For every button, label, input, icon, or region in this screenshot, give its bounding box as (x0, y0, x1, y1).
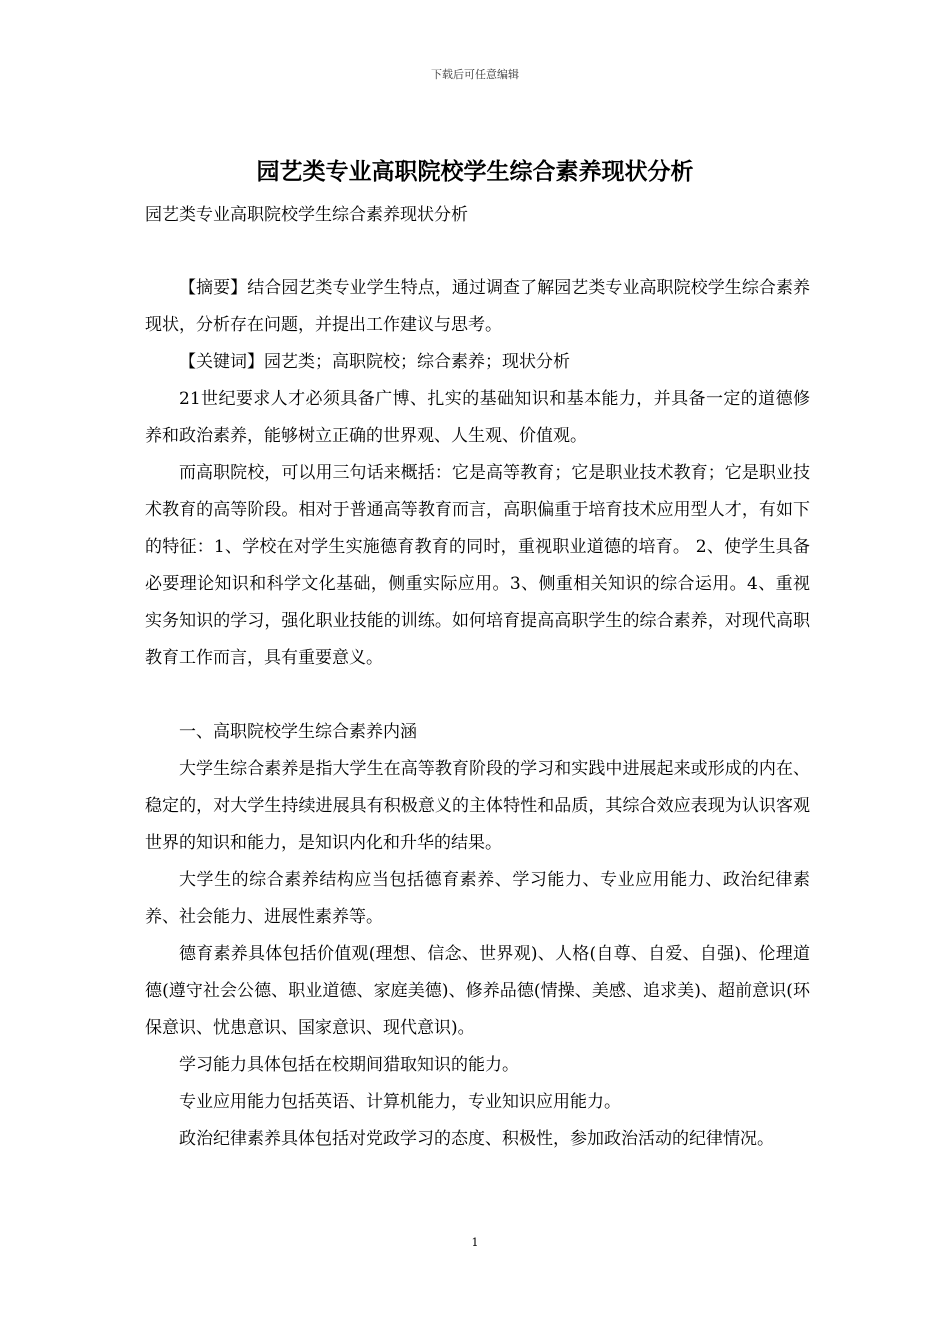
body-paragraph: 而高职院校，可以用三句话来概括：它是高等教育；它是职业技术教育；它是职业技术教育的高等阶段。相对于普通高等教育而言，高职偏重于培育技术应用型人才，有如下的特征：1、学校在对学生实施德育教育的同时，重视职业道德的培育。 2、使学生具备必要理论知识和科学文化基础，侧重实际应用。3、侧重相关知识的综合运用。4、重视实务知识的学习，强化职业技能的训练。如何培育提高高职学生的综合素养，对现代高职教育工作而言，具有重要意义。 (145, 463, 810, 668)
header-note: 下载后可任意编辑 (431, 68, 519, 81)
section-heading: 一、高职院校学生综合素养内涵 (179, 722, 417, 742)
body-paragraph: 德育素养具体包括价值观(理想、信念、世界观)、人格(自尊、自爱、自强)、伦理道德(遵守社会公德、职业道德、家庭美德)、修养品德(情操、美感、追求美)、超前意识(环保意识、忧患意识、国家意识、现代意识)。 (145, 944, 810, 1038)
document-body (145, 270, 810, 1158)
body-paragraph: 专业应用能力包括英语、计算机能力，专业知识应用能力。 (179, 1092, 621, 1112)
body-paragraph: 大学生综合素养是指大学生在高等教育阶段的学习和实践中进展起来或形成的内在、稳定的，对大学生持续进展具有积极意义的主体特性和品质，其综合效应表现为认识客观世界的知识和能力，是知识内化和升华的结果。 (145, 759, 810, 853)
keywords-paragraph: 【关键词】园艺类；高职院校；综合素养；现状分析 (179, 352, 570, 372)
document-title: 园艺类专业高职院校学生综合素养现状分析 (256, 159, 694, 185)
body-paragraph: 学习能力具体包括在校期间猎取知识的能力。 (179, 1055, 519, 1075)
body-paragraph: 大学生的综合素养结构应当包括德育素养、学习能力、专业应用能力、政治纪律素养、社会能力、进展性素养等。 (145, 870, 810, 927)
abstract-paragraph: 【摘要】结合园艺类专业学生特点，通过调查了解园艺类专业高职院校学生综合素养现状，分析存在问题，并提出工作建议与思考。 (145, 278, 810, 335)
body-paragraph: 21世纪要求人才必须具备广博、扎实的基础知识和基本能力，并具备一定的道德修养和政治素养，能够树立正确的世界观、人生观、价值观。 (145, 389, 810, 446)
page-number: 1 (471, 1236, 479, 1249)
body-paragraph: 政治纪律素养具体包括对党政学习的态度、积极性，参加政治活动的纪律情况。 (179, 1129, 774, 1149)
document-subtitle: 园艺类专业高职院校学生综合素养现状分析 (145, 205, 468, 225)
